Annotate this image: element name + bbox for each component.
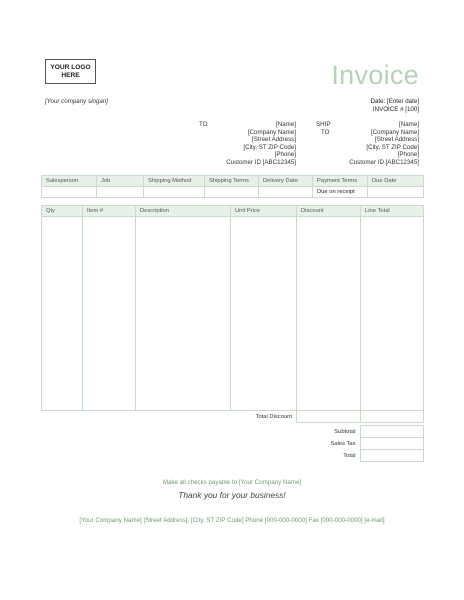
cell-payment-terms[interactable]: Due on receipt <box>313 187 368 198</box>
item-cell[interactable] <box>83 217 136 411</box>
col-delivery-date: Delivery Date <box>259 176 313 187</box>
ship-address <box>349 121 419 167</box>
invoice-date: Date: [Enter date] <box>370 98 419 105</box>
line-items-header <box>42 206 424 217</box>
to-street: [Street Address] <box>251 136 296 144</box>
cell-job[interactable] <box>97 187 144 198</box>
total-value[interactable] <box>360 450 423 462</box>
sales-tax-row <box>41 438 423 450</box>
col-item: Item # <box>83 206 136 217</box>
line-items-body <box>42 217 424 411</box>
cell-delivery-date[interactable] <box>259 187 313 198</box>
logo-line-1: YOUR LOGO <box>50 64 91 71</box>
col-job: Job <box>97 176 144 187</box>
description-cell[interactable] <box>136 217 231 411</box>
total-label: Total <box>343 452 356 459</box>
col-shipping-terms: Shipping Terms <box>205 176 259 187</box>
ship-street: [Street Address] <box>374 136 419 144</box>
to-company: [Company Name] <box>247 128 296 136</box>
thank-you-note: Thank you for your business! <box>178 490 286 500</box>
ship-city: [City, ST ZIP Code] <box>366 143 419 151</box>
invoice-title: Invoice <box>331 60 419 90</box>
ship-name: [Name] <box>399 121 419 128</box>
company-logo <box>45 59 96 84</box>
col-line-total: Line Total <box>361 206 424 217</box>
qty-cell[interactable] <box>42 217 83 411</box>
payable-note: Make all checks payable to [Your Company Name] <box>162 479 302 486</box>
col-due-date: Due Date <box>368 176 424 187</box>
order-info-row <box>42 187 424 198</box>
col-qty: Qty <box>42 206 83 217</box>
cell-salesperson[interactable] <box>42 187 97 198</box>
col-description: Description <box>136 206 231 217</box>
to-address <box>226 121 296 167</box>
logo-line-2: HERE <box>61 72 80 79</box>
col-discount: Discount <box>297 206 361 217</box>
ship-label-line2: TO <box>321 128 330 136</box>
order-info-header <box>42 176 424 187</box>
invoice-number: INVOICE # [100] <box>372 106 419 114</box>
unit-price-cell[interactable] <box>231 217 297 411</box>
ship-customer-id: Customer ID [ABC12345] <box>349 158 419 166</box>
cell-shipping-terms[interactable] <box>205 187 259 198</box>
subtotal-row <box>41 426 423 438</box>
cell-due-date[interactable] <box>368 187 424 198</box>
invoice-meta <box>371 98 420 114</box>
col-unit-price: Unit Price <box>231 206 297 217</box>
subtotal-label: Subtotal <box>334 428 356 435</box>
discount-cell[interactable] <box>297 217 361 411</box>
to-customer-id: Customer ID [ABC12345] <box>226 158 296 166</box>
ship-label-line1: SHIP <box>316 121 331 128</box>
total-discount-line-total[interactable] <box>361 411 424 423</box>
sales-tax-label: Sales Tax <box>330 440 356 447</box>
total-discount-label: Total Discount <box>42 411 297 423</box>
ship-to-label <box>316 121 330 136</box>
line-items-table <box>41 205 424 423</box>
ship-company: [Company Name] <box>370 128 419 136</box>
company-slogan: [Your company slogan] <box>45 98 108 105</box>
to-city: [City, ST ZIP Code] <box>243 143 296 151</box>
company-contact-footer: [Your Company Name] [Street Address], [City, ST ZIP Code] Phone [000-000-0000] Fax [000-000-0000] [e-mail] <box>79 517 385 524</box>
to-label: TO <box>199 121 208 128</box>
ship-phone: [Phone] <box>397 151 419 159</box>
sales-tax-value[interactable] <box>360 438 423 450</box>
total-row <box>41 450 423 462</box>
totals-table <box>41 425 424 462</box>
col-payment-terms: Payment Terms <box>313 176 368 187</box>
col-shipping-method: Shipping Method <box>144 176 205 187</box>
to-name: [Name] <box>276 121 296 128</box>
order-info-table <box>41 175 424 198</box>
to-phone: [Phone] <box>274 151 296 159</box>
subtotal-value[interactable] <box>360 426 423 438</box>
total-discount-value[interactable] <box>297 411 361 423</box>
line-total-cell[interactable] <box>361 217 424 411</box>
total-discount-row <box>42 411 424 423</box>
cell-shipping-method[interactable] <box>144 187 205 198</box>
col-salesperson: Salesperson <box>42 176 97 187</box>
